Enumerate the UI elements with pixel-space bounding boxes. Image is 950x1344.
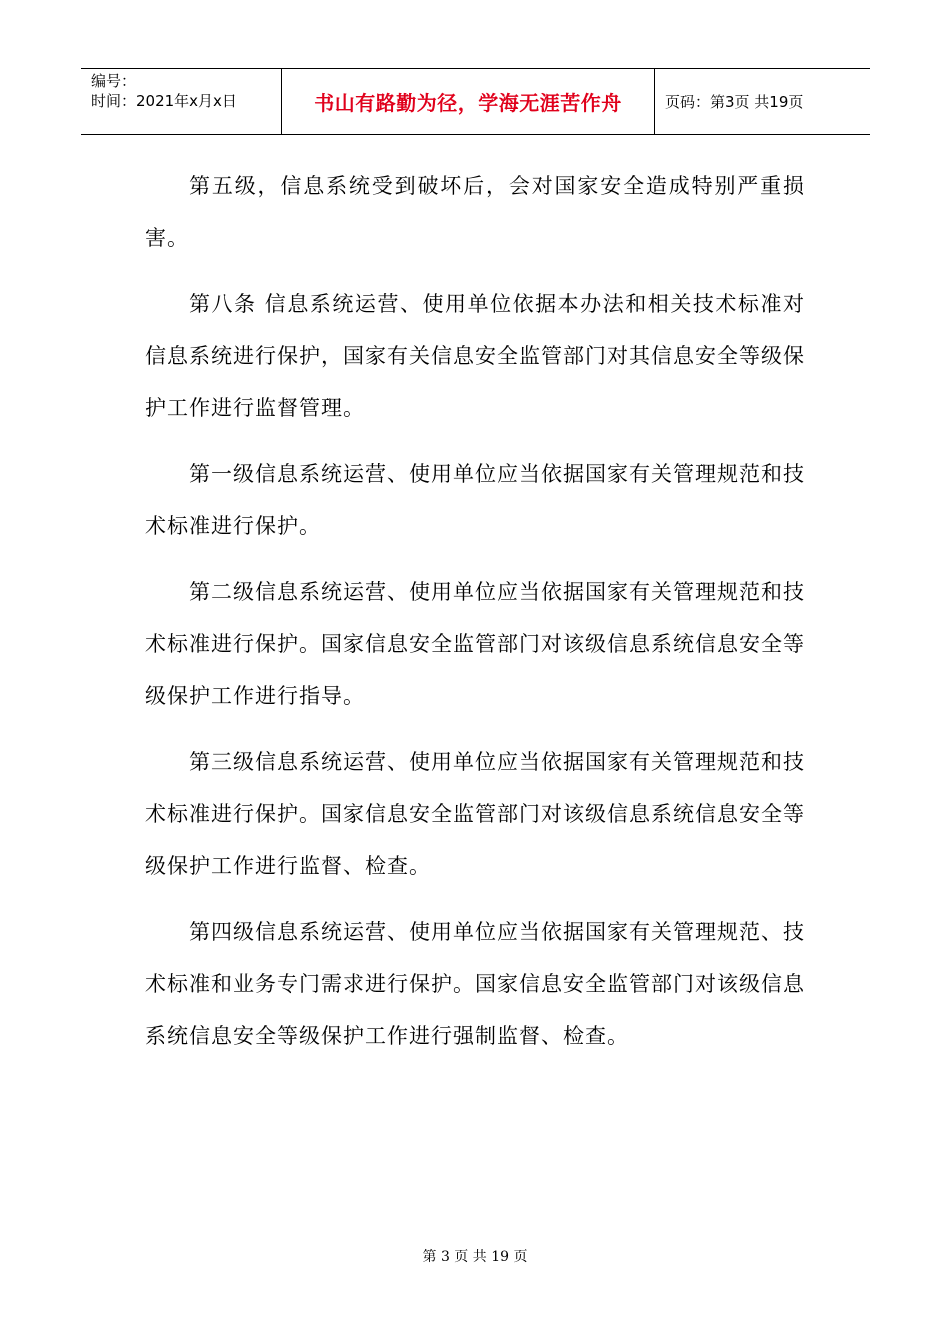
paragraph-level-two: 第二级信息系统运营、使用单位应当依据国家有关管理规范和技术标准进行保护。国家信息安全监管部门对该级信息系统信息安全等级保护工作进行指导。: [145, 580, 805, 708]
paragraph-level-three: 第三级信息系统运营、使用单位应当依据国家有关管理规范和技术标准进行保护。国家信息安全监管部门对该级信息系统信息安全等级保护工作进行监督、检查。: [145, 750, 805, 878]
paragraph-level-four: 第四级信息系统运营、使用单位应当依据国家有关管理规范、技术标准和业务专门需求进行保护。国家信息安全监管部门对该级信息系统信息安全等级保护工作进行强制监督、检查。: [145, 920, 805, 1048]
paragraph-level-five: 第五级，信息系统受到破坏后，会对国家安全造成特别严重损害。: [145, 174, 805, 250]
header-page-info: 页码：第3页 共19页: [665, 93, 804, 111]
document-body: [145, 160, 805, 1076]
header-motto: 书山有路勤为径，学海无涯苦作舟: [282, 69, 655, 134]
document-number-label: 编号：: [91, 72, 137, 90]
document-time-label: 时间：2021年x月x日: [91, 92, 237, 110]
paragraph-article-eight: 第八条 信息系统运营、使用单位依据本办法和相关技术标准对信息系统进行保护，国家有关信息安全监管部门对其信息安全等级保护工作进行监督管理。: [145, 292, 805, 420]
page-header: [81, 68, 870, 135]
paragraph-level-one: 第一级信息系统运营、使用单位应当依据国家有关管理规范和技术标准进行保护。: [145, 462, 805, 538]
header-meta-cell: [81, 69, 282, 134]
page-footer: 第 3 页 共 19 页: [422, 1249, 528, 1265]
